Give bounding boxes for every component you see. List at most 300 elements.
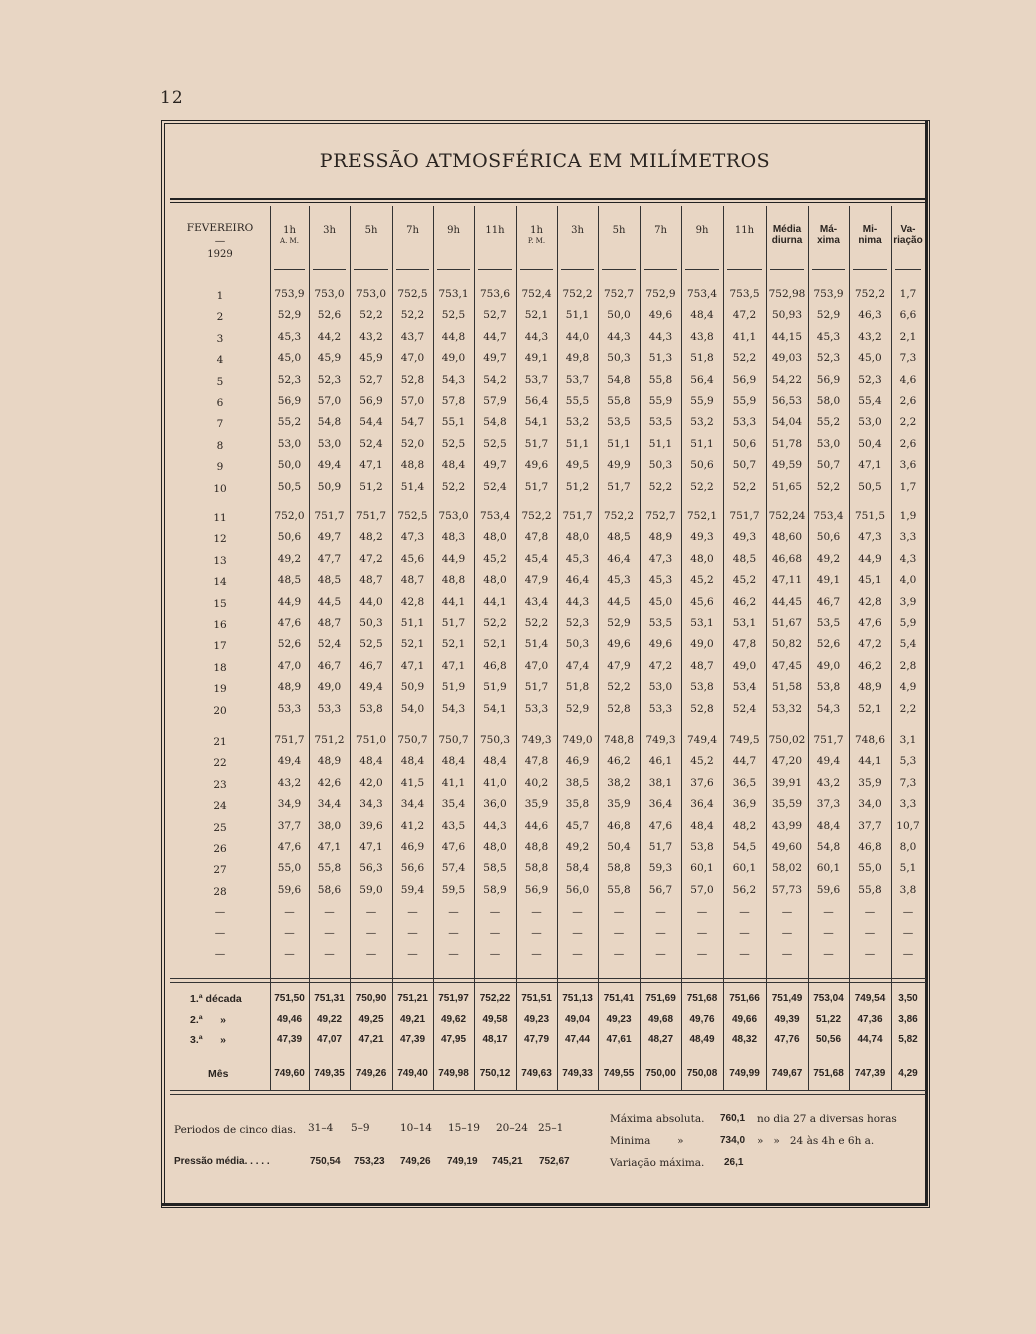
day-number: 22 — [213, 757, 227, 770]
table-cell: 51,2 — [359, 480, 383, 493]
header-underline — [602, 269, 636, 270]
table-cell: 46,2 — [732, 595, 757, 608]
table-cell: 47,4 — [565, 659, 590, 672]
table-cell: 38,5 — [565, 776, 590, 789]
column-header — [557, 225, 598, 236]
table-cell: 52,2 — [816, 480, 841, 493]
table-cell: 753,0 — [438, 510, 469, 522]
summary-cell: 749,35 — [314, 1068, 345, 1079]
table-cell: 751,7 — [355, 510, 387, 522]
table-cell: 48,4 — [359, 755, 383, 768]
table-cell: 4,3 — [899, 552, 917, 565]
table-cell: 36,9 — [732, 798, 757, 811]
header-underline — [313, 269, 346, 270]
table-cell: 54,8 — [607, 373, 631, 386]
table-cell: 753,9 — [274, 288, 305, 300]
table-cell: 43,99 — [771, 819, 803, 832]
summary-cell: 752,22 — [479, 993, 511, 1004]
table-cell: 10,7 — [896, 819, 920, 832]
header-text: Má- — [819, 224, 838, 235]
table-cell: 44,5 — [317, 595, 342, 608]
column-header — [723, 225, 766, 236]
table-cell: 52,2 — [732, 480, 757, 493]
table-cell: 56,4 — [690, 373, 714, 386]
min-label: Minima » — [610, 1135, 684, 1147]
table-cell: 50,9 — [317, 480, 342, 493]
table-cell: 752,98 — [768, 288, 806, 300]
table-cell: 2,6 — [899, 437, 917, 450]
table-cell: 52,4 — [317, 638, 342, 651]
table-cell-dash: — — [365, 906, 377, 918]
table-cell: 54,4 — [359, 416, 383, 429]
table-cell-dash: — — [284, 906, 295, 918]
table-cell: 45,0 — [277, 352, 302, 365]
table-cell: 49,4 — [359, 681, 383, 694]
summary-label: 3.ª » — [190, 1034, 226, 1046]
table-cell: 46,8 — [483, 659, 507, 672]
table-cell: 46,8 — [607, 819, 631, 832]
table-cell: 51,1 — [648, 437, 673, 450]
table-cell: 52,2 — [359, 309, 383, 322]
header-hour: 9h — [447, 225, 460, 236]
day-number: 24 — [213, 800, 227, 813]
table-cell: 44,7 — [483, 330, 507, 343]
table-cell: 48,60 — [771, 531, 803, 544]
pressure-value: 753,23 — [354, 1156, 385, 1167]
table-cell: 44,3 — [648, 330, 673, 343]
table-cell: 44,9 — [277, 595, 302, 608]
table-cell: 47,0 — [277, 659, 302, 672]
table-cell: 57,73 — [771, 883, 803, 896]
table-cell: 52,2 — [400, 309, 425, 322]
header-underline — [437, 269, 470, 270]
table-cell: 52,3 — [277, 373, 302, 386]
column-header-label — [681, 225, 723, 236]
table-cell: 44,9 — [858, 552, 882, 565]
summary-label: 2.ª » — [190, 1014, 226, 1026]
day-number: 18 — [213, 661, 227, 674]
table-cell: 56,7 — [648, 883, 673, 896]
table-cell: 52,3 — [317, 373, 342, 386]
table-cell: 56,3 — [359, 862, 383, 875]
table-cell: 58,4 — [565, 862, 590, 875]
table-cell: 46,7 — [359, 659, 383, 672]
table-cell: 53,7 — [524, 373, 549, 386]
table-cell: 48,8 — [400, 459, 425, 472]
table-cell: 753,0 — [355, 288, 387, 300]
table-cell: 52,1 — [858, 702, 882, 715]
table-cell: 52,0 — [400, 437, 425, 450]
table-cell: 52,4 — [483, 480, 507, 493]
table-cell: 49,0 — [317, 681, 342, 694]
table-cell: 46,2 — [607, 755, 631, 768]
table-cell: 55,8 — [648, 373, 673, 386]
day-number: 8 — [216, 439, 224, 452]
table-cell: 51,9 — [483, 681, 507, 694]
table-cell: 49,59 — [771, 459, 803, 472]
table-cell: 50,4 — [858, 437, 882, 450]
table-cell: 48,9 — [277, 681, 302, 694]
table-cell: 56,9 — [359, 395, 383, 407]
table-cell: 2,6 — [899, 395, 917, 407]
summary-cell: 4,29 — [898, 1068, 918, 1079]
table-cell: 53,8 — [359, 702, 383, 715]
table-cell: 34,4 — [317, 798, 342, 811]
table-cell: 52,2 — [441, 480, 466, 493]
table-cell: 42,6 — [317, 776, 342, 789]
pressure-value: 752,67 — [539, 1156, 570, 1167]
table-cell: 50,82 — [771, 638, 803, 651]
table-cell: 53,0 — [816, 437, 841, 450]
table-cell: 56,4 — [524, 395, 549, 407]
table-cell: 51,67 — [771, 617, 803, 629]
header-underline — [727, 269, 762, 270]
table-cell: 749,0 — [562, 734, 593, 746]
table-cell-dash: — — [407, 948, 418, 960]
table-cell: 35,59 — [771, 798, 803, 811]
table-cell: 47,7 — [317, 552, 342, 565]
table-cell: 753,4 — [686, 288, 718, 300]
table-cell: 48,7 — [690, 659, 714, 672]
summary-cell: 47,79 — [523, 1034, 550, 1045]
table-cell-dash: — — [324, 948, 335, 960]
table-cell: 50,0 — [607, 309, 631, 322]
table-cell: 48,0 — [483, 574, 507, 587]
table-cell: 60,1 — [732, 862, 757, 875]
column-header-label — [891, 224, 925, 246]
table-cell: 55,2 — [277, 416, 302, 429]
table-cell: 49,6 — [524, 459, 549, 472]
table-cell: 47,8 — [732, 638, 757, 651]
table-cell: 59,6 — [277, 883, 302, 896]
summary-label: Mês — [208, 1068, 229, 1080]
summary-cell: 751,50 — [274, 993, 305, 1004]
table-cell: 751,7 — [274, 734, 305, 746]
table-cell: 752,0 — [274, 510, 305, 522]
table-cell: 53,4 — [732, 681, 757, 694]
table-cell: 748,6 — [854, 734, 886, 746]
table-cell: 49,4 — [816, 755, 841, 768]
table-cell: 46,7 — [816, 595, 841, 608]
table-cell: 44,9 — [441, 552, 466, 565]
summary-cell: 749,67 — [771, 1068, 803, 1079]
table-cell: 59,4 — [400, 883, 425, 896]
table-cell: 49,7 — [483, 459, 507, 472]
header-underline — [354, 269, 388, 270]
table-cell: 44,1 — [441, 595, 466, 608]
table-cell-dash: — — [531, 906, 542, 918]
table-cell: 53,3 — [277, 702, 302, 715]
summary-cell: 751,21 — [397, 993, 428, 1004]
table-cell-dash: — — [365, 927, 377, 939]
table-cell: 51,7 — [524, 480, 549, 493]
table-cell: 53,0 — [277, 437, 302, 450]
table-cell: 48,0 — [483, 531, 507, 544]
column-header — [309, 225, 350, 236]
table-cell-dash: — — [739, 927, 750, 939]
summary-cell: 751,31 — [314, 993, 345, 1004]
summary-cell: 747,39 — [854, 1068, 886, 1079]
table-cell: 47,1 — [317, 841, 342, 853]
table-cell: 4,9 — [899, 681, 917, 694]
table-cell: 47,6 — [277, 617, 302, 629]
table-cell: 36,4 — [648, 798, 673, 811]
table-cell: 52,1 — [483, 638, 507, 651]
table-cell-dash: — — [864, 948, 876, 960]
table-cell-dash: — — [572, 927, 583, 939]
table-cell: 55,8 — [317, 862, 342, 875]
table-cell-dash: — — [531, 927, 542, 939]
header-underline — [853, 269, 887, 270]
table-cell-dash: — — [696, 948, 708, 960]
table-cell-dash: — — [407, 927, 418, 939]
summary-cell: 47,44 — [564, 1034, 591, 1045]
day-number: 21 — [213, 736, 227, 748]
day-number: 26 — [213, 843, 227, 855]
column-header-label — [808, 224, 849, 246]
summary-cell: 47,95 — [440, 1034, 467, 1045]
table-cell: 52,8 — [400, 373, 425, 386]
table-cell: 52,9 — [277, 309, 302, 322]
table-cell: 750,7 — [397, 734, 428, 746]
table-cell: 49,6 — [607, 638, 631, 651]
table-cell: 752,2 — [562, 288, 593, 300]
table-cell: 49,6 — [648, 309, 673, 322]
table-cell: 44,3 — [524, 330, 549, 343]
table-cell-dash: — — [823, 906, 834, 918]
table-cell: 34,9 — [277, 798, 302, 811]
table-cell-dash: — — [531, 948, 542, 960]
day-number: 4 — [216, 354, 224, 367]
table-cell: 752,9 — [645, 288, 676, 300]
table-cell: 751,7 — [562, 510, 593, 522]
table-cell: 56,9 — [524, 883, 549, 896]
table-cell: 44,0 — [359, 595, 383, 608]
header-hour: 3h — [323, 225, 336, 236]
table-cell: 6,6 — [899, 309, 917, 322]
table-cell: 43,8 — [690, 330, 714, 343]
column-header-label — [392, 225, 433, 236]
table-cell: 38,2 — [607, 776, 631, 789]
table-cell: 5,1 — [899, 862, 917, 875]
period-range: 5–9 — [351, 1122, 370, 1134]
summary-cell: 749,63 — [521, 1068, 552, 1079]
table-cell: 52,5 — [441, 437, 466, 450]
table-cell: 50,5 — [277, 480, 302, 493]
table-cell: 54,8 — [816, 841, 841, 853]
summary-cell: 749,26 — [355, 1068, 387, 1079]
day-number: 19 — [213, 683, 227, 696]
table-cell: 46,1 — [648, 755, 673, 768]
variation-label: Variação máxima. — [610, 1157, 705, 1169]
table-cell: 50,6 — [690, 459, 714, 472]
day-number: 14 — [213, 576, 227, 589]
table-cell-dash: — — [448, 906, 459, 918]
summary-cell: 47,39 — [399, 1034, 426, 1045]
table-cell: 48,0 — [690, 552, 714, 565]
table-cell: 35,4 — [441, 798, 466, 811]
table-cell-dash: — — [696, 927, 708, 939]
table-cell-dash: — — [572, 948, 583, 960]
table-cell-dash: — — [572, 906, 583, 918]
summary-cell: 750,00 — [645, 1068, 676, 1079]
table-cell: 35,9 — [858, 776, 882, 789]
table-cell: 48,4 — [441, 755, 466, 768]
table-cell: 49,03 — [771, 352, 803, 365]
header-hour: 11h — [485, 225, 505, 236]
table-cell: 55,0 — [858, 862, 882, 875]
summary-cell: 49,22 — [316, 1014, 343, 1025]
day-number: 9 — [216, 461, 224, 474]
table-cell: 54,3 — [441, 702, 466, 715]
day-number: 6 — [216, 397, 224, 409]
table-cell: 752,2 — [603, 510, 635, 522]
day-number: 12 — [213, 533, 227, 546]
summary-cell: 751,13 — [562, 993, 593, 1004]
day-number: 28 — [213, 885, 227, 898]
header-hour: 7h — [406, 225, 419, 236]
day-number: 1 — [216, 290, 224, 302]
table-cell: 59,5 — [441, 883, 466, 896]
day-dash: — — [214, 948, 226, 960]
table-cell-dash: — — [613, 948, 625, 960]
column-header-label — [557, 225, 598, 236]
summary-cell: 47,61 — [606, 1034, 632, 1045]
table-cell: 49,0 — [690, 638, 714, 651]
table-cell: 53,1 — [732, 617, 757, 629]
summary-cell: 47,36 — [857, 1014, 883, 1025]
header-text: nima — [858, 235, 882, 246]
table-cell: 54,2 — [483, 373, 507, 386]
table-cell: 58,8 — [524, 862, 549, 875]
table-cell: 59,6 — [816, 883, 841, 896]
table-cell: 53,5 — [607, 416, 631, 429]
table-cell-dash: — — [448, 927, 459, 939]
summary-cell: 47,76 — [774, 1034, 800, 1045]
table-cell-dash: — — [739, 906, 750, 918]
table-cell: 47,0 — [524, 659, 549, 672]
table-cell: 54,8 — [483, 416, 507, 429]
table-cell: 47,0 — [400, 352, 425, 365]
table-cell: 47,1 — [400, 659, 425, 672]
summary-cell: 44,74 — [857, 1034, 883, 1045]
table-cell: 750,7 — [438, 734, 469, 746]
table-cell: 51,7 — [607, 480, 631, 493]
summary-cell: 3,86 — [898, 1014, 918, 1025]
table-cell: 37,6 — [690, 776, 714, 789]
table-cell: 47,1 — [359, 841, 383, 853]
table-cell: 43,7 — [400, 330, 425, 343]
day-dash: — — [214, 927, 226, 939]
pressure-value: 750,54 — [310, 1156, 341, 1167]
column-header — [808, 224, 849, 246]
table-cell: 52,5 — [441, 309, 466, 322]
table-cell: 47,2 — [732, 309, 757, 322]
summary-cell: 749,60 — [274, 1068, 305, 1079]
table-cell: 751,7 — [729, 510, 760, 522]
table-cell: 752,2 — [521, 510, 552, 522]
table-cell: 52,7 — [483, 309, 507, 322]
table-cell: 34,0 — [858, 798, 882, 811]
header-text: Va- — [900, 224, 916, 235]
table-cell: 4,0 — [899, 574, 917, 587]
summary-cell: 49,66 — [731, 1014, 758, 1025]
table-cell: 750,02 — [768, 734, 806, 746]
header-hour: 1h — [283, 225, 296, 236]
max-abs-value: 760,1 — [720, 1113, 746, 1124]
title-rule-thin — [170, 202, 926, 203]
table-cell: 50,9 — [400, 681, 425, 694]
table-cell: 46,3 — [858, 309, 882, 322]
table-cell: 52,6 — [317, 309, 342, 322]
table-cell: 47,6 — [858, 617, 882, 629]
summary-cell: 49,46 — [276, 1014, 303, 1025]
header-underline — [812, 269, 845, 270]
summary-cell: 751,51 — [521, 993, 552, 1004]
table-cell: 52,3 — [858, 373, 882, 386]
period-range: 10–14 — [400, 1122, 432, 1134]
period-range: 20–24 — [496, 1122, 528, 1134]
table-cell-dash: — — [655, 906, 666, 918]
table-cell: 49,3 — [732, 531, 757, 544]
table-cell: 48,9 — [858, 681, 882, 694]
column-header-label — [849, 224, 891, 246]
table-cell: 45,3 — [277, 330, 302, 343]
table-cell: 52,3 — [816, 352, 841, 365]
pressure-value: 749,19 — [447, 1156, 478, 1167]
column-header-label — [516, 225, 557, 247]
day-number: 11 — [213, 512, 227, 524]
table-cell: 48,7 — [400, 574, 425, 587]
table-cell: 48,2 — [359, 531, 383, 544]
table-cell: 51,9 — [441, 681, 466, 694]
table-cell: 48,5 — [607, 531, 631, 544]
table-cell: 52,1 — [400, 638, 425, 651]
table-cell-dash: — — [902, 927, 914, 939]
variation-value: 26,1 — [724, 1157, 744, 1168]
summary-cell: 49,68 — [647, 1014, 674, 1025]
table-cell: 57,8 — [441, 395, 466, 407]
table-cell: 52,9 — [816, 309, 841, 322]
summary-cell: 751,97 — [438, 993, 469, 1004]
table-cell: 53,3 — [317, 702, 342, 715]
table-cell: 752,5 — [397, 510, 428, 522]
table-cell: 48,7 — [317, 617, 342, 629]
day-dash: — — [214, 906, 226, 918]
table-cell-dash: — — [696, 906, 708, 918]
table-cell: 52,3 — [565, 617, 590, 629]
table-cell: 48,0 — [483, 841, 507, 853]
summary-cell: 49,04 — [564, 1014, 591, 1025]
table-cell: 45,3 — [648, 574, 673, 587]
header-period: A. M. — [280, 237, 299, 245]
table-cell: 51,1 — [607, 437, 631, 450]
table-cell: 58,9 — [483, 883, 507, 896]
table-cell: 44,7 — [732, 755, 757, 768]
header-hour: 7h — [654, 225, 667, 236]
table-cell-dash: — — [781, 906, 793, 918]
table-cell: 53,8 — [690, 681, 714, 694]
table-cell: 47,2 — [648, 659, 673, 672]
header-text: Média — [772, 224, 802, 235]
table-cell: 48,2 — [732, 819, 757, 832]
table-cell: 51,7 — [524, 437, 549, 450]
header-hour: 5h — [364, 225, 378, 236]
table-cell: 49,7 — [317, 531, 342, 544]
column-header-label — [309, 225, 350, 236]
table-cell: 53,2 — [690, 416, 714, 429]
table-cell: 35,9 — [524, 798, 549, 811]
